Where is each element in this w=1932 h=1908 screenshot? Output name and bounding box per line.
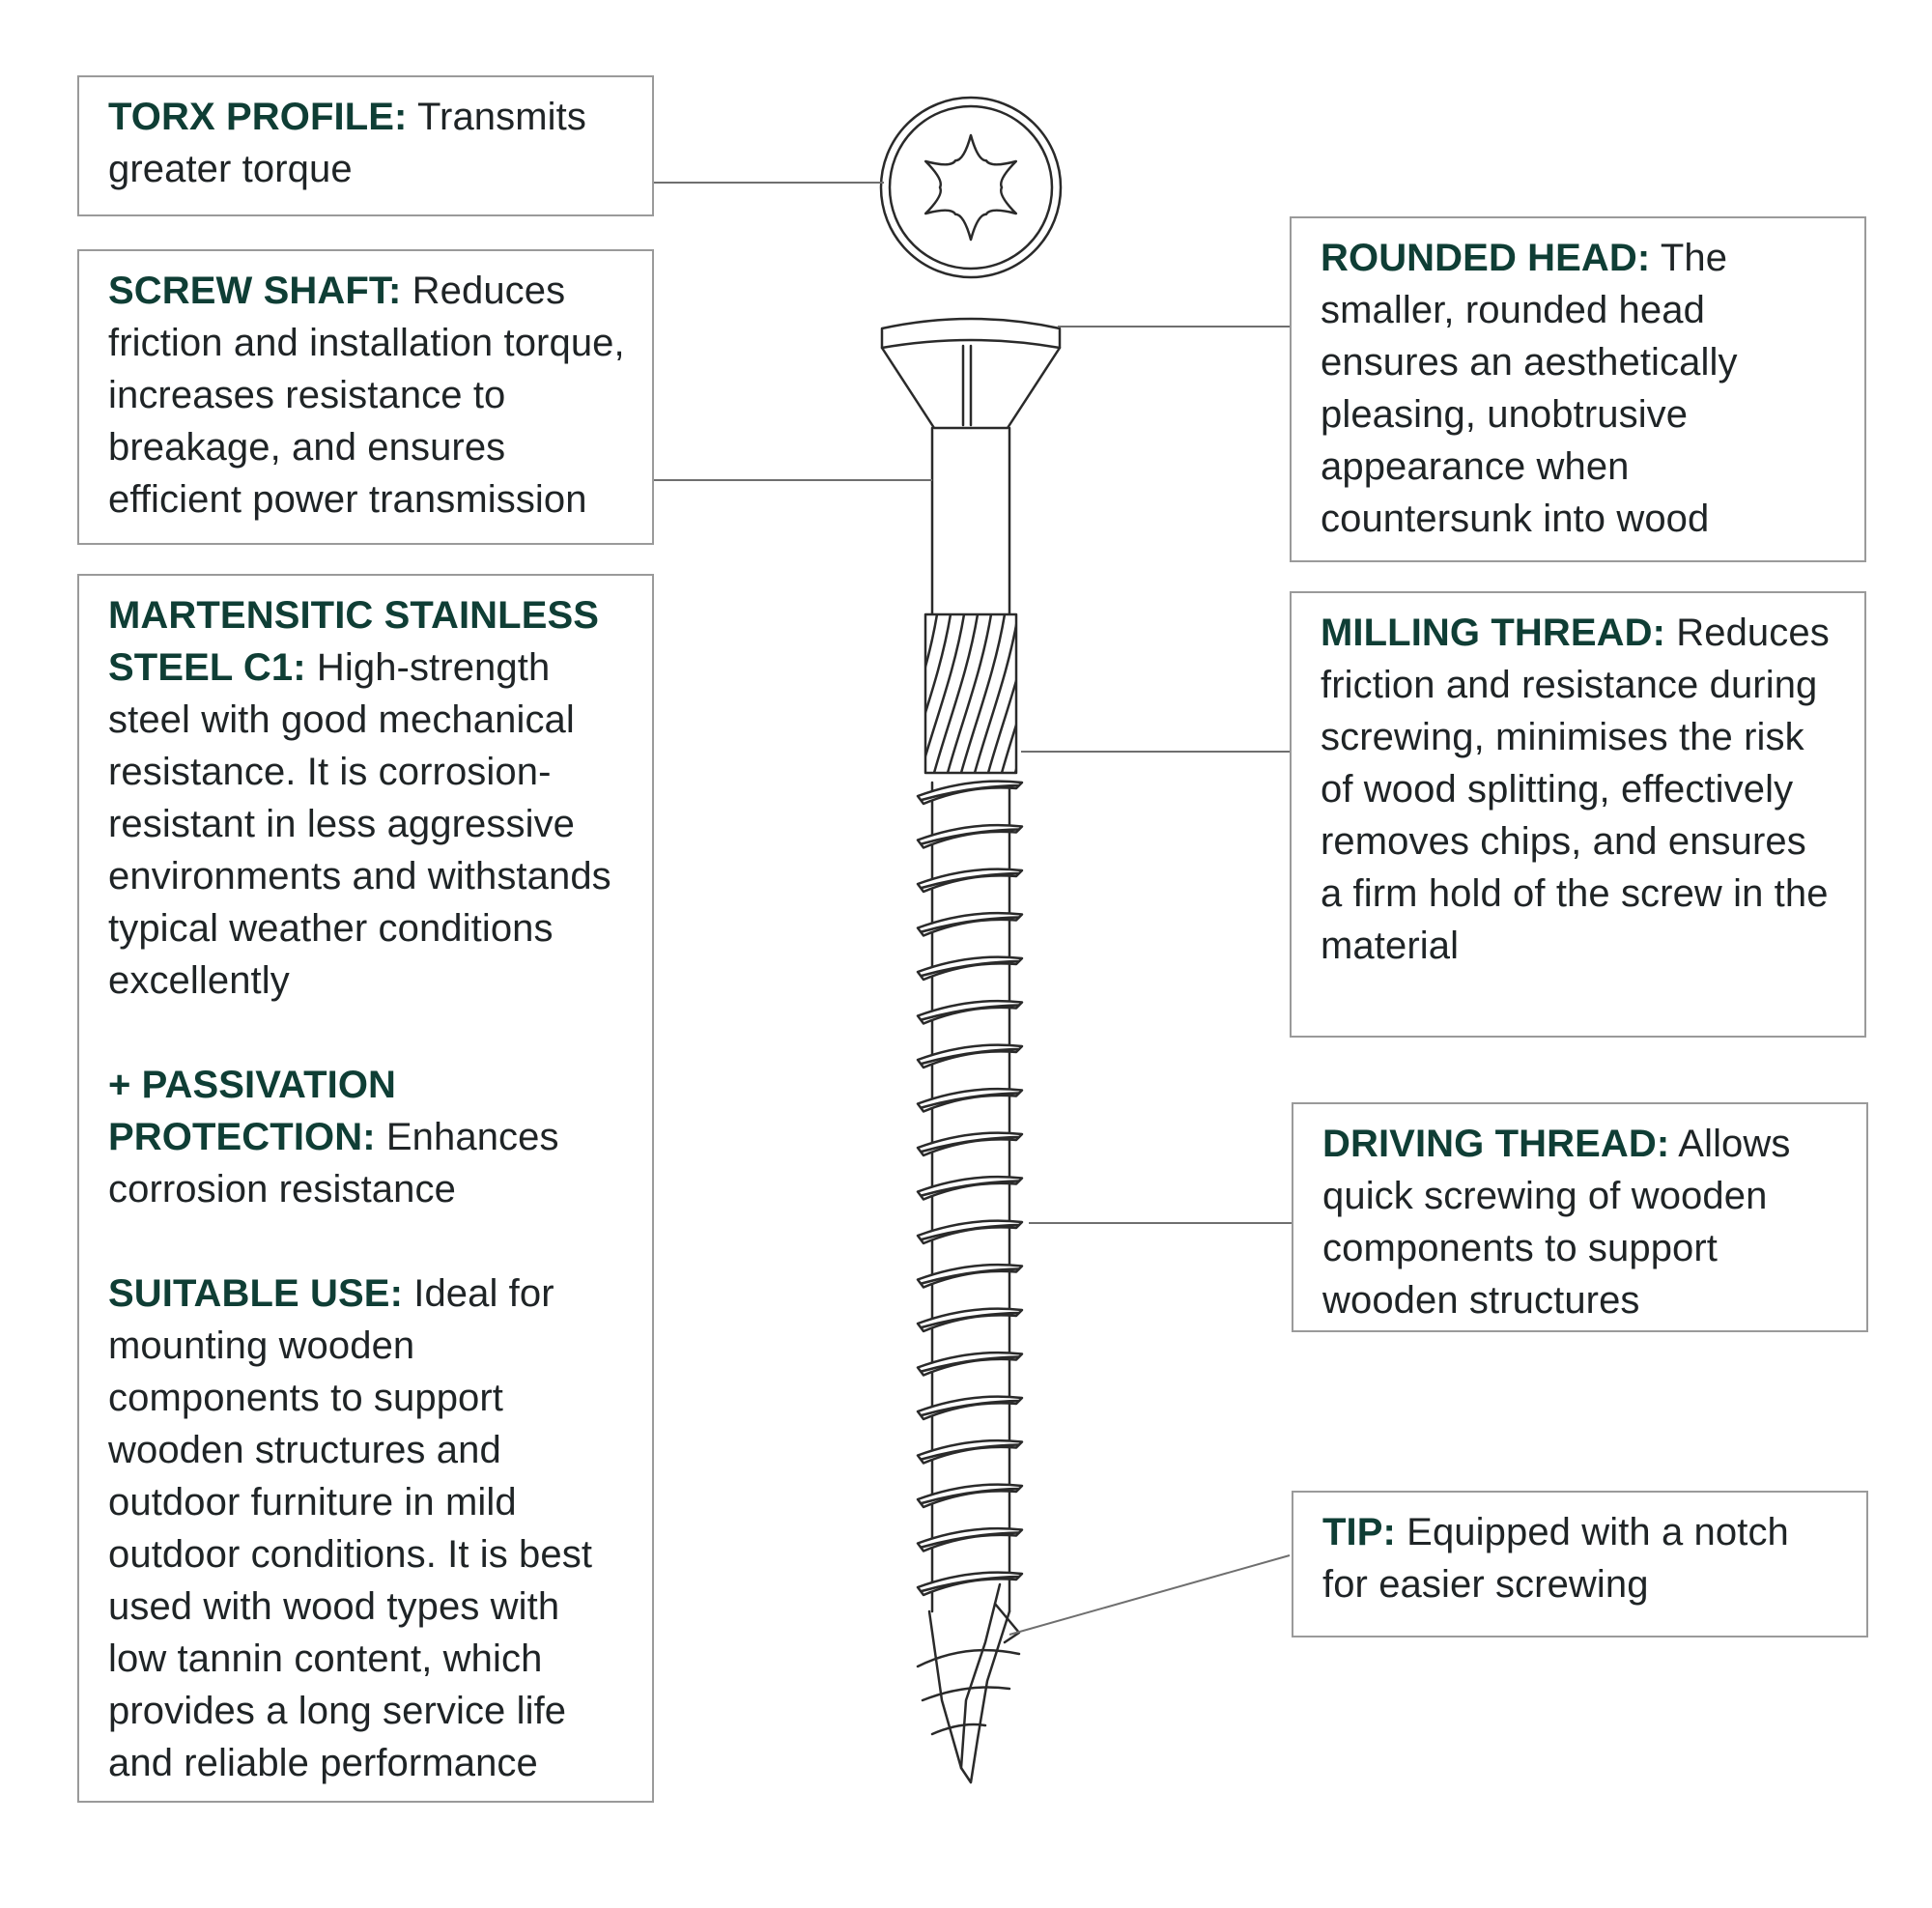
callout-screw-shaft (77, 249, 654, 545)
milling-flute (1029, 614, 1072, 773)
callout-label: MILLING THREAD: (1321, 612, 1666, 654)
callout-torx-profile (77, 75, 654, 216)
callout-label: ROUNDED HEAD: (1321, 237, 1651, 279)
torx-star-recess (925, 135, 1016, 240)
callout-text: Transmits greater torque (108, 96, 586, 190)
screw-head (882, 319, 1060, 428)
callout-driving-thread (1292, 1102, 1868, 1332)
callout-text: Allows quick screwing of wooden components to support wooden structures (1322, 1123, 1791, 1322)
screw-shank (932, 428, 1009, 614)
milling-flute (839, 614, 883, 773)
callout-material (77, 574, 654, 1803)
callout-label: DRIVING THREAD: (1322, 1123, 1670, 1165)
callout-text: Equipped with a notch for easier screwing (1322, 1511, 1789, 1606)
callout-label: MARTENSITIC STAINLESS STEEL C1: (108, 594, 600, 689)
callout-label: SUITABLE USE: (108, 1272, 404, 1315)
milling-flute (1015, 614, 1059, 773)
callout-text: Reduces friction and resistance during screwing, minimises the risk of wood splitting, effectively removes chips, and ensures a firm hold of the screw in the material (1321, 612, 1830, 967)
callout-text: Enhances corrosion resistance (108, 1116, 559, 1210)
callout-label: SCREW SHAFT: (108, 270, 402, 312)
milling-flute (853, 614, 896, 773)
callout-milling-thread (1290, 591, 1866, 1038)
callout-label: TORX PROFILE: (108, 96, 408, 138)
callout-rounded-head (1290, 216, 1866, 562)
callout-text: Reduces friction and installation torque, increases resistance to breakage, and ensures efficient power transmission (108, 270, 625, 521)
milling-flute (1042, 614, 1086, 773)
torx-head-top-view (881, 98, 1061, 277)
milling-thread (839, 614, 1086, 773)
callout-text: Ideal for mounting wooden components to support wooden structures and outdoor furniture in mild outdoor conditions. It is best used with wood types with low tannin content, which provides a long service life and reliable performance (108, 1272, 593, 1784)
callout-label: + PASSIVATION PROTECTION: (108, 1064, 397, 1158)
leader-tip (1009, 1555, 1290, 1635)
callout-tip (1292, 1491, 1868, 1637)
screw-tip (918, 1584, 1019, 1782)
callout-label: TIP: (1322, 1511, 1396, 1553)
milling-flute (880, 614, 923, 773)
driving-thread (918, 782, 1022, 1611)
callout-text: The smaller, rounded head ensures an aesthetically pleasing, unobtrusive appearance when countersunk into wood (1321, 237, 1738, 540)
callout-text: High-strength steel with good mechanical resistance. It is corrosion-resistant in less aggressive environments and withstands typical weather conditions excellently (108, 646, 611, 1002)
milling-flute (867, 614, 910, 773)
